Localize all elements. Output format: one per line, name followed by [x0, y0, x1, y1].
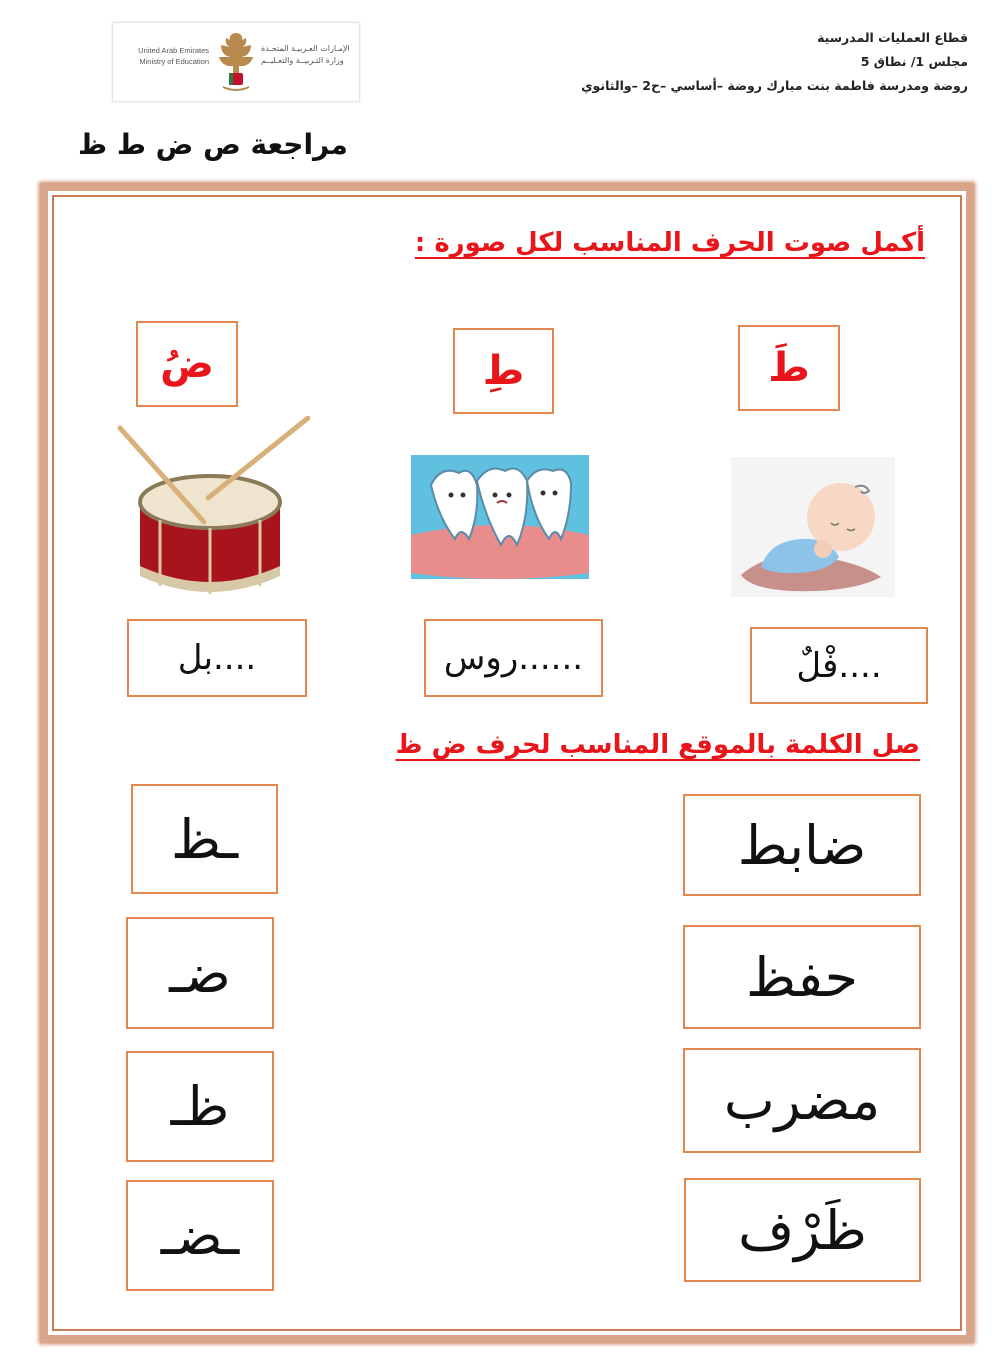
word-box-baby: ....فْلٌ [750, 627, 928, 704]
word-box-drum: ....بل [127, 619, 307, 697]
section1-title: أكمل صوت الحرف المناسب لكل صورة : [414, 228, 925, 258]
match-form-3[interactable]: ظـ [126, 1051, 274, 1162]
logo-ar-line1: الإمـارات العـربيـة المتحـدة [261, 44, 350, 53]
logo-en-line2: Ministry of Education [139, 57, 209, 66]
uae-emblem-icon [213, 29, 259, 95]
header-school: روضة ومدرسة فاطمة بنت مبارك روضة –أساسي –ح2 –والثانوي [581, 78, 968, 93]
header-sector: قطاع العمليات المدرسية [817, 30, 968, 45]
ministry-logo [112, 22, 360, 102]
teeth-image [411, 455, 589, 579]
match-form-1[interactable]: ـظ [131, 784, 278, 894]
letter-box-teeth: طِ [453, 328, 554, 414]
match-word-4[interactable]: ظَرْف [684, 1178, 921, 1282]
logo-ar-line2: وزارة التـربيــة والتعـليــم [261, 56, 344, 65]
letter-box-baby: طَ [738, 325, 840, 411]
match-word-1[interactable]: ضابط [683, 794, 921, 896]
match-form-2[interactable]: ضـ [126, 917, 274, 1029]
logo-arabic-text [261, 43, 357, 67]
page-title: مراجعة ص ض ط ظ [78, 128, 348, 161]
match-word-2[interactable]: حفظ [683, 925, 921, 1029]
match-word-3[interactable]: مضرب [683, 1048, 921, 1153]
header-council: مجلس 1/ نطاق 5 [860, 54, 968, 69]
drum-image [112, 416, 310, 600]
logo-english-text [119, 45, 209, 67]
word-box-teeth: ......روس [424, 619, 603, 697]
logo-en-line1: United Arab Emirates [138, 46, 209, 55]
match-form-4[interactable]: ـضـ [126, 1180, 274, 1291]
section2-title: صل الكلمة بالموقع المناسب لحرف ض ظ [395, 730, 920, 760]
letter-box-drum: ضُ [136, 321, 238, 407]
baby-sleeping-image [731, 457, 895, 597]
